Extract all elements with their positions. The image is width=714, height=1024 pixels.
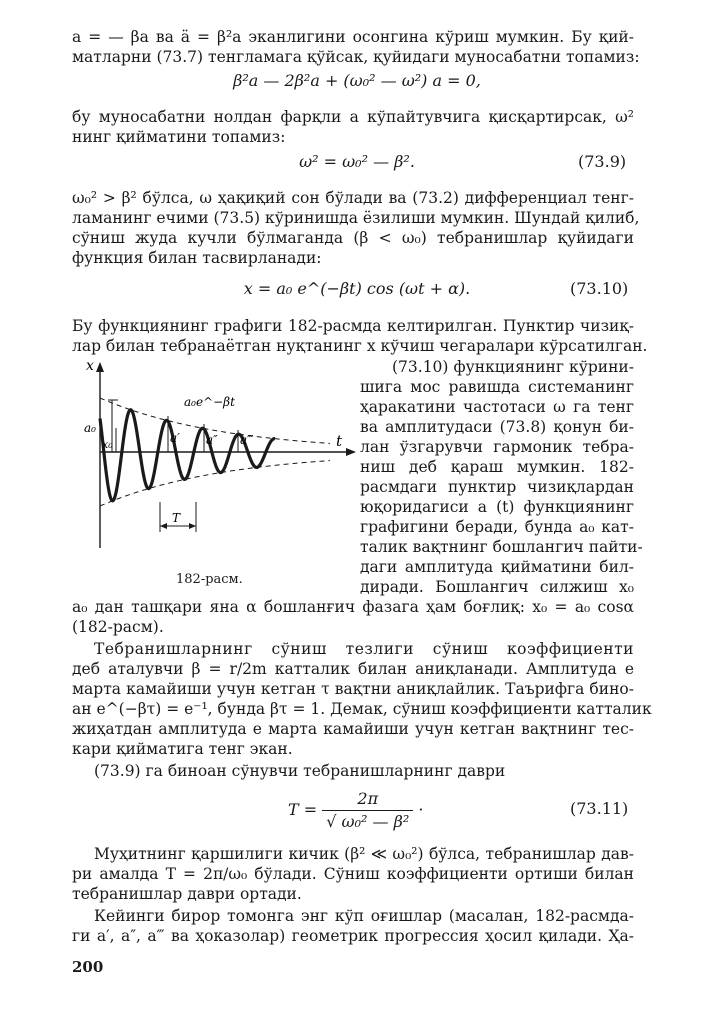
- text-line: Муҳитнинг қаршилиги кичик (β² ≪ ω₀²) бўлса, тебранишлар дав-: [94, 845, 634, 863]
- text-line: диради. Бошлангич силжиш x₀: [360, 578, 634, 596]
- figure-182: [72, 356, 358, 566]
- text-line: деб аталувчи β = r/2m катталик билан аниқланади. Амплитуда e: [72, 660, 634, 678]
- eq-numerator: 2π: [322, 788, 413, 811]
- envelope-label: a₀e^−βt: [184, 395, 235, 409]
- text-line: функция билан тасвирланади:: [72, 249, 322, 267]
- text-line: тебранишлар даври ортади.: [72, 885, 302, 903]
- a2-label: a″: [206, 433, 218, 447]
- eq-lhs: T =: [288, 800, 318, 819]
- text-line: ниш деб қараш мумкин. 182-: [360, 458, 634, 476]
- text-line: бу муносабатни нолдан фарқли a кўпайтувчига қисқартирсак, ω²: [72, 108, 634, 126]
- eq-dot: ·: [418, 800, 424, 819]
- text-line: жиҳатдан амплитуда e марта камайиши учун кетган вақтнинг тес-: [72, 720, 634, 738]
- text-line: ҳаракатини частотаси ω га тенг: [360, 398, 634, 416]
- text-line: (182-расм).: [72, 618, 164, 636]
- text-line: лар билан тебранаётган нуқтанинг x кўчиш чегаралари кўрсатилган.: [72, 337, 648, 355]
- text-line: шига мос равишда системанинг: [360, 378, 634, 396]
- figure-caption: 182-расм.: [176, 572, 243, 587]
- text-line: a = — βa ва ä = β²a эканлигини осонгина кўриш мумкин. Бу қий-: [72, 28, 634, 46]
- text-line: ω₀² > β² бўлса, ω ҳақиқий сон бўлади ва (73.2) дифференциал тенг-: [72, 189, 634, 207]
- text-line: нинг қийматини топамиз:: [72, 128, 286, 146]
- text-line: юқоридагиси a (t) функциянинг: [360, 498, 634, 516]
- text-line: (73.9) га биноан сўнувчи тебранишларнинг даври: [94, 762, 506, 780]
- text-line: кари қийматига тенг экан.: [72, 740, 293, 758]
- text-line: Кейинги бирор томонга энг кўп оғишлар (масалан, 182-расмда-: [94, 907, 634, 925]
- text-line: (73.10) функциянинг кўрини-: [392, 358, 634, 376]
- equation-73-10: x = a₀ e^(−βt) cos (ωt + α).: [243, 279, 471, 298]
- eq-fraction: [322, 788, 413, 833]
- text-line: расмдаги пунктир чизиқлардан: [360, 478, 634, 496]
- x-axis-arrow: [96, 362, 104, 372]
- text-line: ан e^(−βτ) = e⁻¹, бунда βτ = 1. Демак, сўниш коэффициенти катталик: [72, 700, 652, 718]
- text-line: сўниш жуда кучли бўлмаганда (β < ω₀) тебранишлар қуйидаги: [72, 229, 634, 247]
- text-line: марта камайиши учун кетган τ вақтни аниқлайлик. Таърифга бино-: [72, 680, 634, 698]
- text-line: даги амплитуда қийматини бил-: [360, 558, 634, 576]
- text-line: ва амплитудаси (73.8) қонун би-: [360, 418, 634, 436]
- a0-label: a₀: [84, 421, 96, 435]
- a1-label: a′: [170, 431, 180, 445]
- equation-number: (73.10): [570, 279, 629, 298]
- text-line: ги a′, a″, a‴ ва ҳоказолар) геометрик прогрессия ҳосил қилади. Ҳа-: [72, 927, 634, 945]
- text-line: ламанинг ечими (73.5) кўринишда ёзилиши мумкин. Шундай қилиб,: [72, 209, 640, 227]
- t-axis-label: t: [336, 432, 343, 450]
- period-label: T: [172, 511, 181, 525]
- page-number: 200: [72, 958, 104, 976]
- text-line: a₀ дан ташқари яна α бошланғич фазага ҳам боғлиқ: x₀ = a₀ cosα: [72, 598, 634, 616]
- equation-number: (73.11): [570, 799, 629, 818]
- a3-label: a‴: [240, 433, 254, 447]
- equation-1: β²a — 2β²a + (ω₀² — ω²) a = 0,: [233, 71, 481, 90]
- text-line: матларни (73.7) тенгламага қўйсак, қуйидаги муносабатни топамиз:: [72, 48, 640, 66]
- text-line: графигини беради, бунда a₀ кат-: [360, 518, 634, 536]
- x-axis-label: x: [86, 358, 94, 374]
- text-line: ри амалда T = 2π/ω₀ бўлади. Сўниш коэффициенти ортиши билан: [72, 865, 634, 883]
- equation-number: (73.9): [578, 152, 627, 171]
- damped-oscillation-curve: [100, 410, 275, 501]
- text-line: талик вақтнинг бошлангич пайти-: [360, 538, 643, 556]
- x0-label: x₀: [102, 438, 113, 451]
- t-axis-arrow: [346, 448, 356, 456]
- equation-73-9: ω² = ω₀² — β².: [299, 152, 415, 171]
- equation-73-11: [288, 788, 423, 833]
- text-line: Бу функциянинг графиги 182-расмда келтирилган. Пунктир чизиқ-: [72, 317, 634, 335]
- eq-denominator: √ ω₀² — β²: [326, 812, 410, 831]
- text-line: лан ўзгарувчи гармоник тебра-: [360, 438, 634, 456]
- text-line: Тебранишларнинг сўниш тезлиги сўниш коэффициенти: [94, 640, 634, 658]
